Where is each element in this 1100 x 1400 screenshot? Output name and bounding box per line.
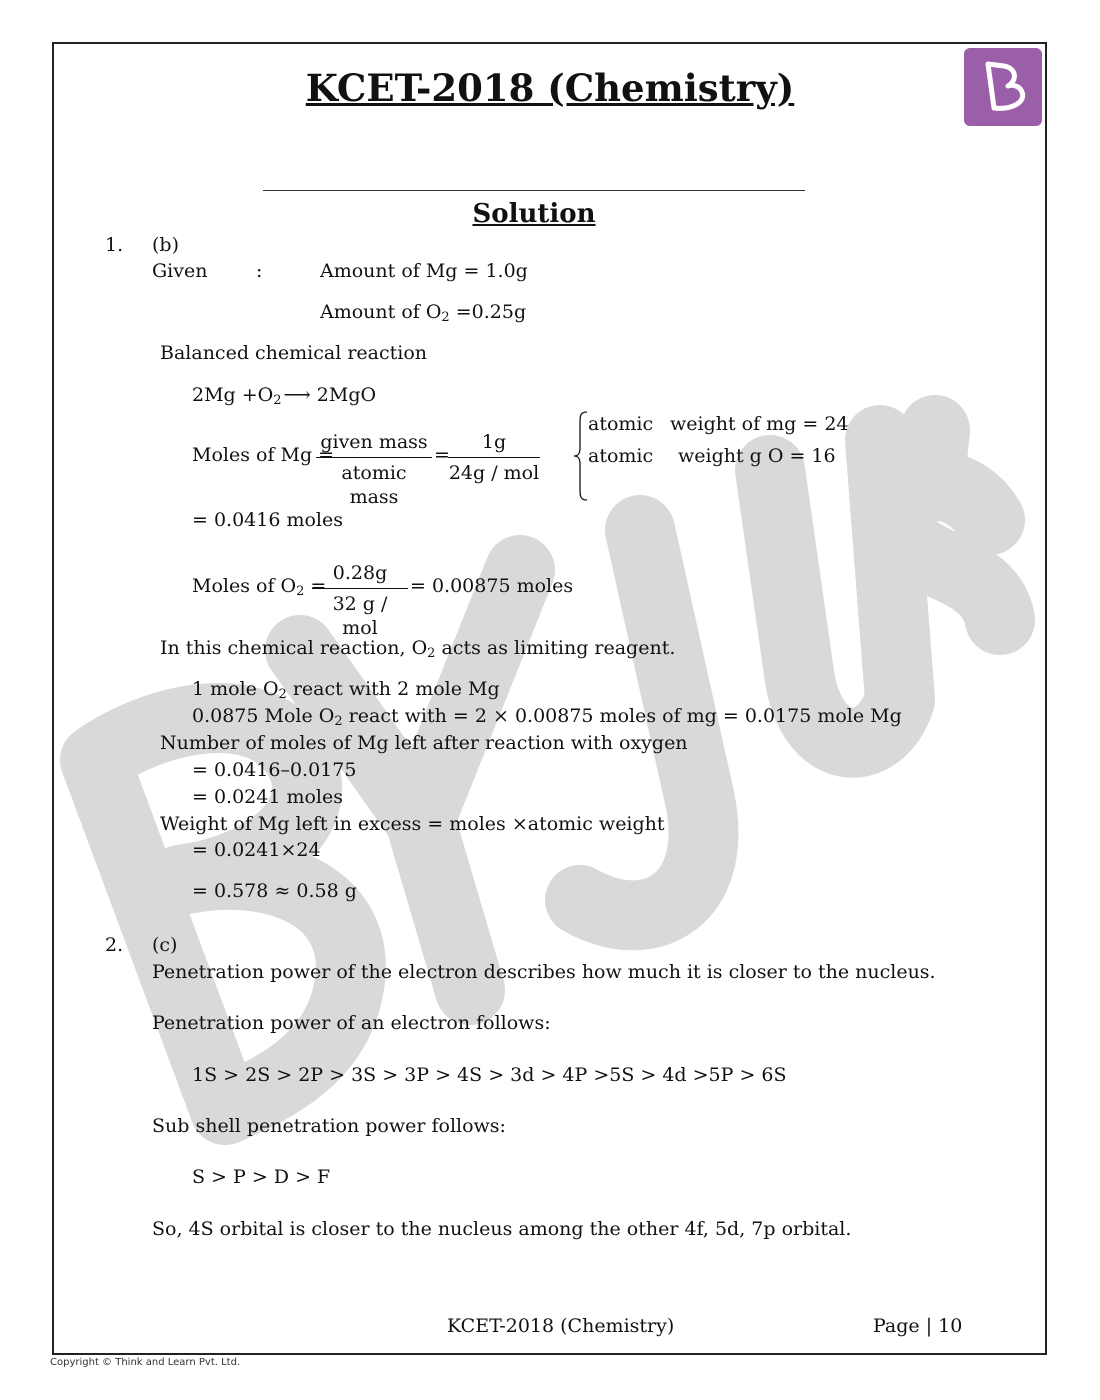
given-colon: : (256, 260, 263, 282)
fraction-1g-over-24 (448, 430, 540, 485)
moles-left-calc: = 0.0416–0.0175 (192, 759, 357, 781)
moles-mg-label: Moles of Mg = (192, 444, 335, 466)
q1-answer: (b) (152, 234, 179, 256)
title-divider (263, 190, 805, 191)
weight-left-label: Weight of Mg left in excess = moles ×atomic weight (160, 813, 665, 835)
q2-line-1: Penetration power of the electron describes how much it is closer to the nucleus. (152, 961, 936, 983)
q2-line-2: Penetration power of an electron follows: (152, 1012, 551, 1034)
frac3-denominator: 32 g / mol (332, 593, 388, 639)
frac2-numerator: 1g (481, 431, 507, 453)
given-label: Given (152, 260, 208, 282)
page-title: KCET-2018 (Chemistry) (305, 66, 795, 110)
equals-sign: = (434, 444, 450, 466)
balanced-label: Balanced chemical reaction (160, 342, 428, 364)
moles-mg-result: = 0.0416 moles (192, 509, 344, 531)
limiting-reagent: In this chemical reaction, O2 acts as limiting reagent. (160, 637, 676, 661)
q2-line-4: So, 4S orbital is closer to the nucleus among the other 4f, 5d, 7p orbital. (152, 1218, 852, 1240)
frac3-numerator: 0.28g (332, 562, 388, 584)
react-line-2: 0.0875 Mole O2 react with = 2 × 0.00875 moles of mg = 0.0175 mole Mg (192, 705, 902, 729)
q2-line-3: Sub shell penetration power follows: (152, 1115, 506, 1137)
reaction-equation: 2Mg +O2 ⟶ 2MgO (192, 384, 377, 408)
q2-number: 2. (105, 934, 124, 956)
section-title: Solution (472, 199, 596, 229)
brace-line1-a: atomic (588, 413, 654, 435)
weight-left-calc: = 0.0241×24 (192, 839, 321, 861)
moles-left-result: = 0.0241 moles (192, 786, 344, 808)
brace-line2-b: weight g O = 16 (678, 445, 836, 467)
given-o2: Amount of O2 =0.25g (320, 301, 527, 325)
q1-number: 1. (105, 234, 124, 256)
moles-o2-result: = 0.00875 moles (410, 575, 574, 597)
fraction-028-over-32 (312, 561, 408, 640)
brace-line2-a: atomic (588, 445, 654, 467)
moles-left-label: Number of moles of Mg left after reaction with oxygen (160, 732, 688, 754)
frac2-denominator: 24g / mol (448, 462, 540, 484)
q2-penetration-order: 1S > 2S > 2P > 3S > 3P > 4S > 3d > 4P >5S > 4d >5P > 6S (192, 1064, 787, 1086)
given-mg: Amount of Mg = 1.0g (320, 260, 528, 282)
react-line-1: 1 mole O2 react with 2 mole Mg (192, 678, 500, 702)
copyright: Copyright © Think and Learn Pvt. Ltd. (50, 1357, 241, 1368)
fraction-given-over-atomic (316, 430, 432, 509)
q2-answer: (c) (152, 934, 178, 956)
footer-title: KCET-2018 (Chemistry) (447, 1315, 675, 1337)
frac1-numerator: given mass (320, 431, 428, 453)
brace-line1-b: weight of mg = 24 (670, 413, 849, 435)
weight-left-result: = 0.578 ≈ 0.58 g (192, 880, 357, 902)
q2-subshell-order: S > P > D > F (192, 1166, 331, 1188)
moles-o2-label: Moles of O2 = (192, 575, 327, 599)
frac1-denominator: atomic mass (341, 462, 407, 508)
page-number: Page | 10 (873, 1315, 963, 1337)
